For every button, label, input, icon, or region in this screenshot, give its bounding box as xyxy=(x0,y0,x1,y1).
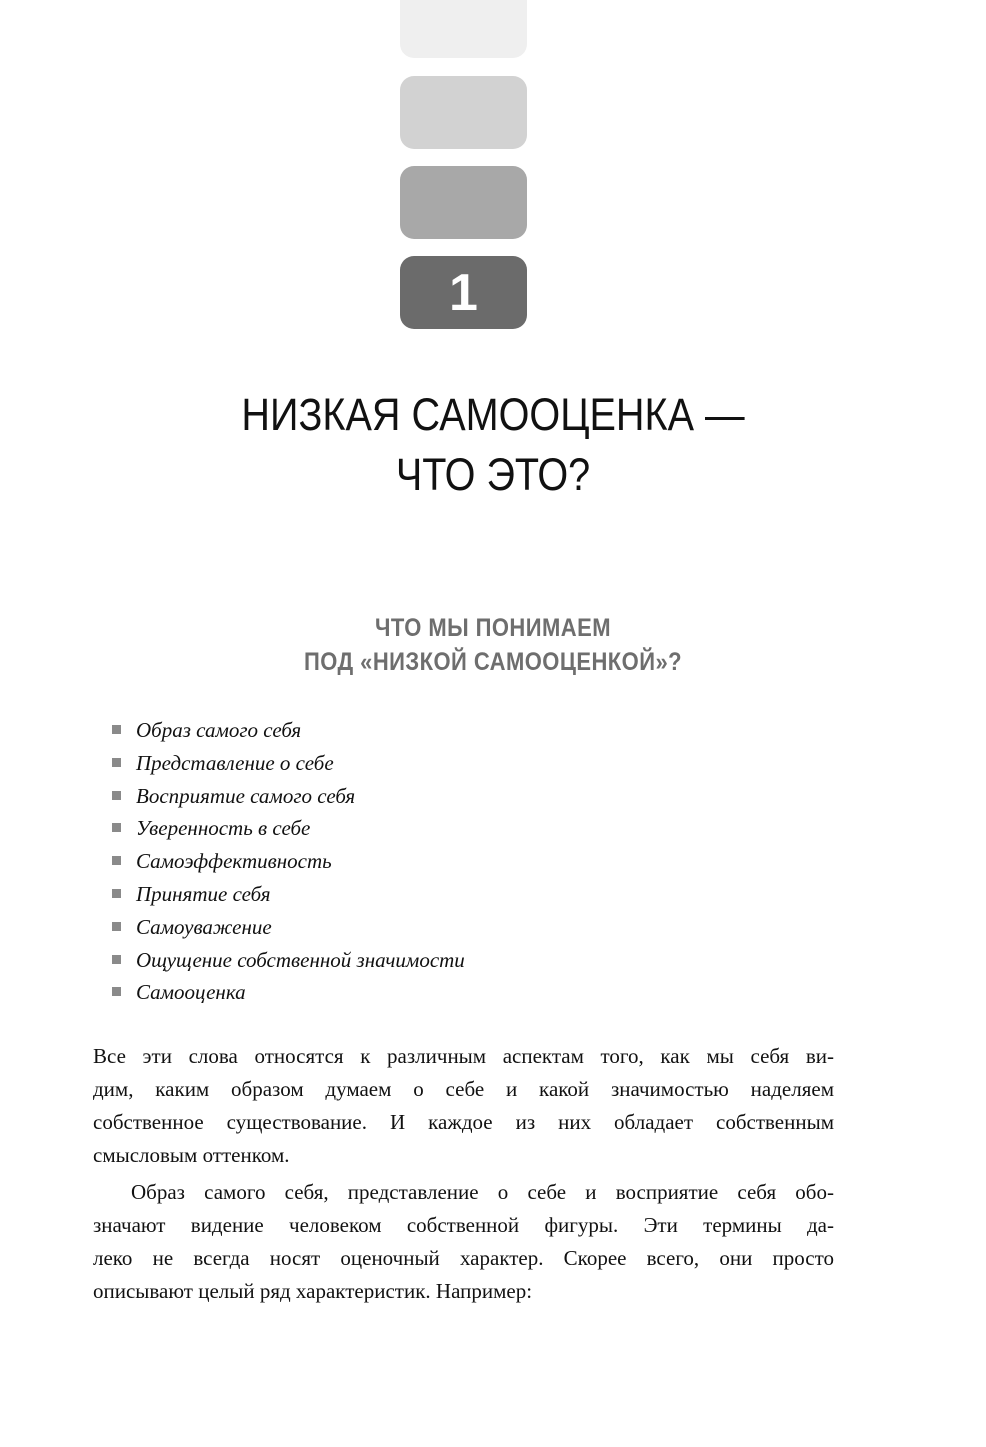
chapter-title-line-2: ЧТО ЭТО? xyxy=(395,449,591,500)
list-item: Самооценка xyxy=(110,976,465,1009)
text-line: значают видение человеком собственной фигуры. Эти термины да- xyxy=(93,1213,834,1237)
chapter-title xyxy=(59,385,927,505)
list-item: Восприятие самого себя xyxy=(110,780,465,813)
text-line: дим, каким образом думаем о себе и какой значимостью наделяем xyxy=(93,1077,834,1101)
list-item: Образ самого себя xyxy=(110,714,465,747)
text-line: собственное существование. И каждое из них обладает собственным xyxy=(93,1110,834,1134)
chapter-title-line-1: НИЗКАЯ САМООЦЕНКА — xyxy=(241,389,745,440)
text-line: леко не всегда носят оценочный характер. Скорее всего, они просто xyxy=(93,1246,834,1270)
term-list xyxy=(110,714,465,1009)
body-paragraph-1 xyxy=(93,1040,834,1172)
body-paragraph-2 xyxy=(93,1176,834,1308)
chapter-number-badge xyxy=(400,256,527,329)
section-heading xyxy=(59,611,927,679)
list-item: Уверенность в себе xyxy=(110,812,465,845)
chapter-number: 1 xyxy=(449,263,478,322)
list-item: Ощущение собственной значимости xyxy=(110,944,465,977)
section-heading-line-2: ПОД «НИЗКОЙ САМООЦЕНКОЙ»? xyxy=(303,648,683,676)
list-item: Представление о себе xyxy=(110,747,465,780)
list-item: Принятие себя xyxy=(110,878,465,911)
text-line: описывают целый ряд характеристик. Например: xyxy=(93,1279,533,1303)
chapter-marker-block-3 xyxy=(400,166,527,239)
list-item: Самоуважение xyxy=(110,911,465,944)
list-item: Самоэффективность xyxy=(110,845,465,878)
text-line: Все эти слова относятся к различным аспектам того, как мы себя ви- xyxy=(93,1044,834,1068)
text-line: смысловым оттенком. xyxy=(93,1143,290,1167)
chapter-marker-block-1 xyxy=(400,0,527,58)
text-line: Образ самого себя, представление о себе и восприятие себя обо- xyxy=(131,1180,834,1204)
section-heading-line-1: ЧТО МЫ ПОНИМАЕМ xyxy=(374,614,611,642)
chapter-marker-block-2 xyxy=(400,76,527,149)
